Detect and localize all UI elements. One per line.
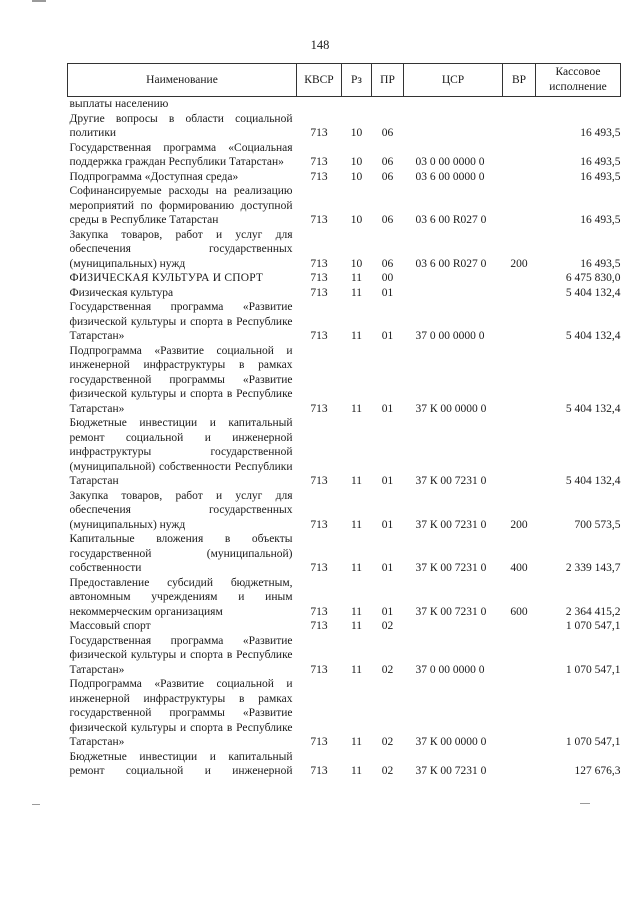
row-amount: 700 573,5 (574, 518, 621, 531)
row-rz: 11 (350, 475, 363, 487)
row-csr (404, 271, 503, 286)
row-rz: 11 (350, 286, 363, 299)
header-vr: ВР (503, 64, 536, 97)
row-csr: 03 6 00 0000 0 (415, 170, 485, 183)
row-vr (503, 750, 536, 779)
row-pr: 01 (381, 518, 394, 531)
row-name: Закупка товаров, работ и услуг для обеспечения государственных (муниципальных) нужд (69, 228, 293, 270)
header-rz: Рз (342, 64, 372, 97)
row-rz: 11 (350, 736, 363, 748)
table-row (68, 532, 621, 576)
row-pr: 02 (381, 663, 394, 676)
row-amount: 16 493,5 (580, 170, 621, 183)
row-pr: 01 (381, 605, 394, 618)
row-pr: 06 (381, 170, 394, 183)
row-csr: 37 К 00 7231 0 (415, 475, 487, 487)
row-vr (503, 619, 536, 634)
row-pr: 01 (381, 562, 394, 574)
row-csr: 03 6 00 R027 0 (415, 257, 487, 270)
row-pr: 02 (381, 765, 394, 777)
row-name: Капитальные вложения в объекты государственной (муниципальной) собственности (69, 533, 293, 574)
page-number: 148 (310, 38, 330, 52)
row-pr: 06 (381, 257, 394, 270)
row-rz: 11 (350, 518, 363, 531)
row-vr (503, 97, 536, 112)
row-name: Бюджетные инвестиции и капитальный ремонт социальной и инженерной инфраструктуры государственной (муниципальной) собственности Республики Татарстан (69, 417, 293, 487)
row-kvsr: 713 (310, 736, 328, 748)
row-rz (342, 97, 372, 112)
row-name: Подпрограмма «Развитие социальной и инженерной инфраструктуры в рамках государственной программы «Развитие физической культуры и спорта в Республике Татарстан» (69, 344, 293, 415)
row-amount: 2 339 143,7 (565, 562, 621, 574)
row-pr: 01 (381, 402, 394, 415)
row-vr (503, 112, 536, 141)
row-amount: 1 070 547,1 (565, 736, 621, 748)
row-rz: 11 (350, 765, 363, 777)
row-vr: 200 (510, 257, 528, 270)
row-vr (503, 634, 536, 678)
row-name: Бюджетные инвестиции и капитальный ремонт социальной и инженерной (69, 750, 293, 777)
row-vr (503, 141, 536, 170)
row-kvsr: 713 (310, 402, 328, 415)
row-name: Государственная программа «Социальная поддержка граждан Республики Татарстан» (69, 141, 293, 168)
row-rz: 11 (350, 605, 363, 618)
row-amount: 5 404 132,4 (565, 402, 621, 415)
row-vr (503, 677, 536, 750)
header-amount-line1: Кассовое (555, 66, 601, 78)
table-row (68, 344, 621, 417)
row-rz: 11 (350, 272, 363, 284)
row-vr (503, 170, 536, 185)
row-pr: 01 (381, 475, 394, 487)
row-name: Государственная программа «Развитие физической культуры и спорта в Республике Татарстан» (69, 634, 293, 676)
table-row (68, 97, 621, 112)
row-amount: 127 676,3 (574, 765, 621, 777)
row-kvsr: 713 (310, 272, 328, 284)
row-kvsr: 713 (310, 286, 328, 299)
table-row (68, 300, 621, 344)
table-row (68, 416, 621, 489)
row-pr: 06 (381, 127, 394, 139)
row-rz: 11 (350, 402, 363, 415)
row-name: ФИЗИЧЕСКАЯ КУЛЬТУРА И СПОРТ (69, 272, 264, 284)
row-kvsr: 713 (310, 663, 328, 676)
row-vr: 400 (510, 562, 528, 574)
row-vr (503, 286, 536, 301)
row-csr (404, 112, 503, 141)
row-pr: 01 (381, 286, 394, 299)
row-csr: 37 К 00 7231 0 (415, 765, 487, 777)
row-rz: 10 (350, 156, 363, 168)
row-csr: 37 0 00 0000 0 (415, 663, 485, 676)
row-kvsr: 713 (310, 475, 328, 487)
row-amount: 16 493,5 (580, 156, 621, 168)
row-csr: 37 К 00 7231 0 (415, 562, 487, 574)
header-amount (536, 64, 621, 97)
header-pr: ПР (372, 64, 404, 97)
row-vr (503, 344, 536, 417)
table-row (68, 619, 621, 634)
row-rz: 11 (350, 663, 363, 676)
row-csr (404, 97, 503, 112)
table-row (68, 576, 621, 620)
row-pr: 02 (381, 620, 394, 632)
row-name: Другие вопросы в области социальной политики (69, 112, 293, 139)
row-kvsr: 713 (310, 330, 328, 342)
row-csr: 37 К 00 7231 0 (415, 605, 487, 618)
row-rz: 10 (350, 257, 363, 270)
row-pr: 06 (381, 156, 394, 168)
row-amount: 16 493,5 (580, 257, 621, 270)
row-amount: 2 364 415,2 (565, 605, 621, 618)
table-row (68, 184, 621, 228)
row-kvsr: 713 (310, 214, 328, 226)
row-name: Физическая культура (69, 286, 174, 299)
row-csr: 03 6 00 R027 0 (415, 214, 487, 226)
row-vr (503, 416, 536, 489)
row-pr (372, 97, 404, 112)
header-csr: ЦСР (404, 64, 503, 97)
row-amount: 5 404 132,4 (565, 475, 621, 487)
row-amount: 16 493,5 (580, 127, 621, 139)
row-amount: 1 070 547,1 (565, 620, 621, 632)
table-row (68, 489, 621, 533)
row-rz: 10 (350, 170, 363, 183)
row-amount: 1 070 547,1 (565, 663, 621, 676)
row-kvsr (297, 97, 342, 112)
row-vr (503, 184, 536, 228)
row-rz: 10 (350, 214, 363, 226)
row-rz: 11 (350, 330, 363, 342)
row-csr: 37 К 00 7231 0 (415, 518, 487, 531)
row-kvsr: 713 (310, 257, 328, 270)
row-csr: 03 0 00 0000 0 (415, 156, 485, 168)
row-pr: 02 (381, 736, 394, 748)
budget-execution-table (67, 63, 621, 779)
row-rz: 11 (350, 562, 363, 574)
row-csr: 37 К 00 0000 0 (415, 402, 487, 415)
table-row (68, 677, 621, 750)
row-pr: 00 (381, 272, 394, 284)
row-kvsr: 713 (310, 156, 328, 168)
row-csr: 37 0 00 0000 0 (415, 330, 485, 342)
table-row (68, 141, 621, 170)
row-name: Закупка товаров, работ и услуг для обеспечения государственных (муниципальных) нужд (69, 489, 293, 531)
scan-speck (32, 0, 46, 2)
row-kvsr: 713 (310, 605, 328, 618)
row-rz: 10 (350, 127, 363, 139)
row-kvsr: 713 (310, 765, 328, 777)
row-kvsr: 713 (310, 562, 328, 574)
table-row (68, 634, 621, 678)
table-row (68, 228, 621, 272)
scan-speck (32, 804, 40, 805)
row-amount: 5 404 132,4 (565, 330, 621, 342)
scan-speck (580, 803, 590, 804)
row-pr: 06 (381, 214, 394, 226)
row-vr (503, 300, 536, 344)
row-amount: 5 404 132,4 (565, 286, 621, 299)
row-kvsr: 713 (310, 170, 328, 183)
table-row (68, 112, 621, 141)
table-row (68, 286, 621, 301)
table-row (68, 271, 621, 286)
table-header-row (68, 64, 621, 97)
row-vr: 200 (510, 518, 528, 531)
row-pr: 01 (381, 330, 394, 342)
row-kvsr: 713 (310, 518, 328, 531)
table-row (68, 170, 621, 185)
row-name: Государственная программа «Развитие физической культуры и спорта в Республике Татарстан» (69, 301, 293, 342)
row-name: Массовый спорт (69, 620, 151, 632)
row-amount: 16 493,5 (580, 214, 621, 226)
row-name: Подпрограмма «Доступная среда» (69, 170, 239, 183)
row-kvsr: 713 (310, 620, 328, 632)
row-csr: 37 К 00 0000 0 (415, 736, 487, 748)
header-amount-line2: исполнение (549, 81, 607, 93)
row-vr (503, 271, 536, 286)
row-kvsr: 713 (310, 127, 328, 139)
row-csr (404, 619, 503, 634)
row-rz: 11 (350, 620, 363, 632)
row-amount: 6 475 830,0 (565, 272, 621, 284)
row-name: Софинансируемые расходы на реализацию мероприятий по формированию доступной среды в Республике Татарстан (69, 185, 293, 226)
row-vr: 600 (510, 605, 528, 618)
row-csr (404, 286, 503, 301)
header-name: Наименование (68, 64, 297, 97)
row-name: Подпрограмма «Развитие социальной и инженерной инфраструктуры в рамках государственной программы «Развитие физической культуры и спорта в Республике Татарстан» (69, 678, 293, 748)
table-row (68, 750, 621, 779)
row-amount (536, 97, 621, 112)
row-name: Предоставление субсидий бюджетным, автономным учреждениям и иным некоммерческим организациям (69, 576, 293, 618)
header-kvsr: КВСР (297, 64, 342, 97)
row-name: выплаты населению (69, 98, 169, 110)
